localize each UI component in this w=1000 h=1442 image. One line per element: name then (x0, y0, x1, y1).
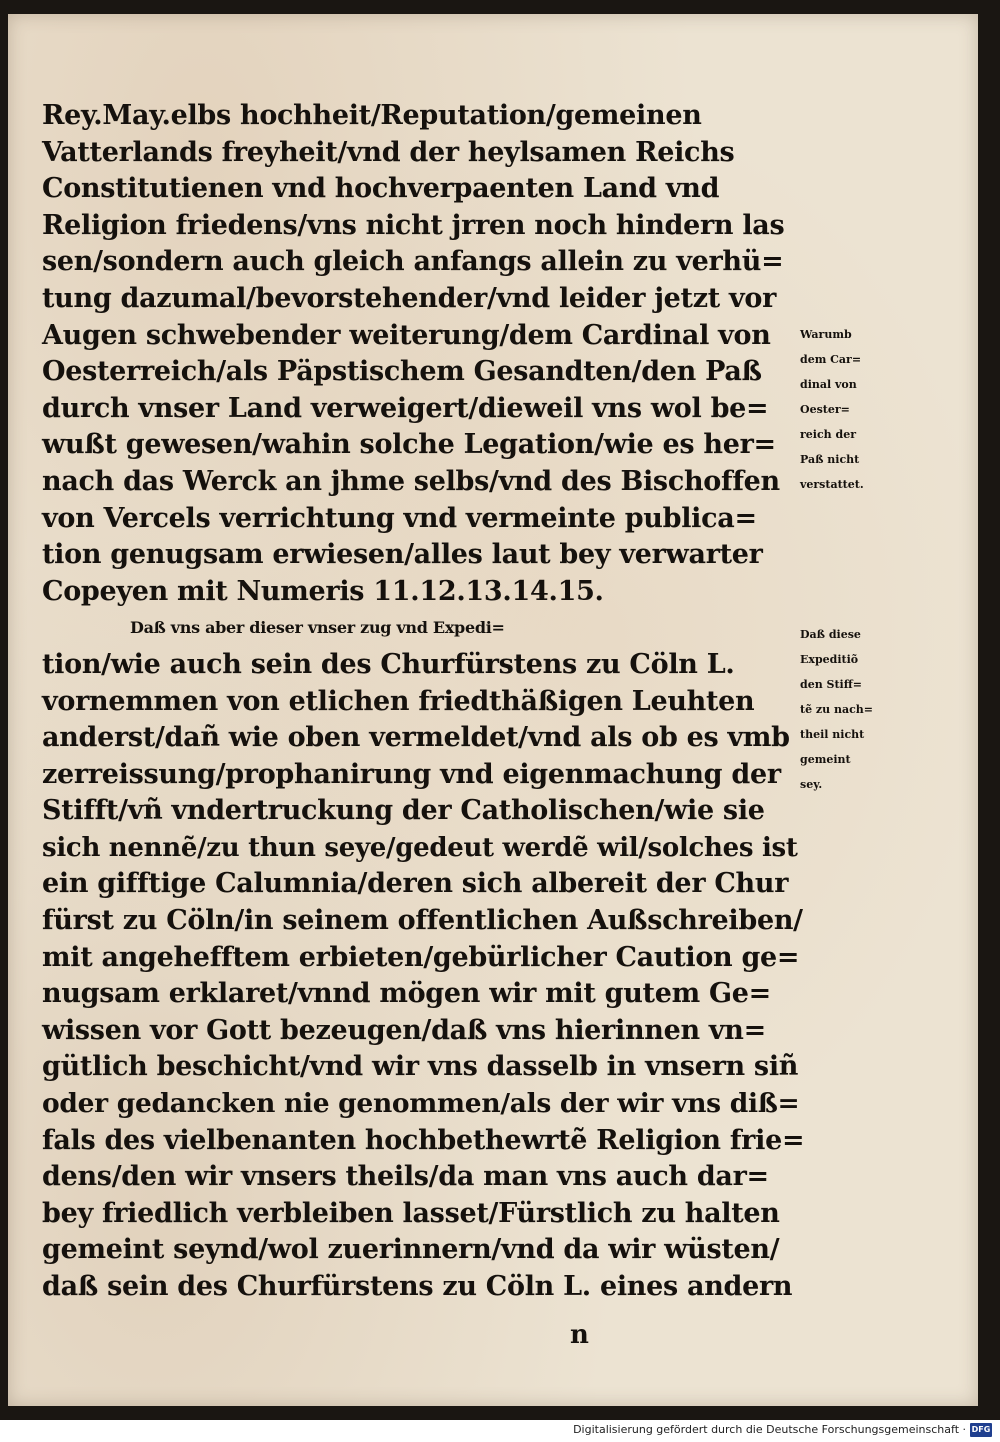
paragraph-start-line: Daß vns aber dieser vnser zug vnd Expedi= (130, 618, 505, 638)
marginal-note-cardinal (800, 322, 920, 497)
text-line: wußt gewesen/wahin solche Legation/wie es her= (42, 429, 776, 461)
text-line: fals des vielbenanten hochbethewrtẽ Religion frie= (42, 1124, 805, 1156)
text-line: nach das Werck an jhme selbs/vnd des Bischoffen (42, 465, 780, 497)
marginal-line: den Stiff= (800, 678, 862, 691)
marginal-line: Warumb (800, 328, 852, 341)
marginal-line: Expeditiõ (800, 653, 859, 666)
marginal-line: gemeint (800, 753, 851, 766)
text-line: Stifft/vñ vndertruckung der Catholischen/wie sie (42, 795, 765, 827)
text-line: dens/den wir vnsers theils/da man vns auch dar= (42, 1161, 769, 1193)
marginal-line: Paß nicht (800, 453, 860, 466)
text-line: Augen schwebender weiterung/dem Cardinal von (42, 319, 771, 351)
text-line: tion genugsam erwiesen/alles laut bey verwarter (42, 539, 763, 571)
marginal-line: Oester= (800, 403, 850, 416)
text-line: bey friedlich verbleiben lasset/Fürstlich zu halten (42, 1197, 780, 1229)
marginal-line: sey. (800, 778, 823, 791)
text-line: anderst/dañ wie oben vermeldet/vnd als ob es vmb (42, 722, 790, 754)
marginal-line: verstattet. (800, 478, 864, 491)
text-line: Oesterreich/als Päpstischem Gesandten/den Paß (42, 356, 762, 388)
funding-credit: Digitalisierung gefördert durch die Deutsche Forschungsgemeinschaft · (573, 1423, 966, 1436)
marginal-line: Daß diese (800, 628, 861, 641)
marginal-line: reich der (800, 428, 856, 441)
marginal-line: dem Car= (800, 353, 862, 366)
dfg-logo-icon[interactable]: DFG (970, 1423, 992, 1437)
marginal-line: tẽ zu nach= (800, 703, 874, 716)
text-line: nugsam erklaret/vnnd mögen wir mit gutem Ge= (42, 978, 771, 1010)
text-line: gemeint seynd/wol zuerinnern/vnd da wir wüsten/ (42, 1234, 780, 1266)
text-line: sich nennẽ/zu thun seye/gedeut werdẽ wil/solches ist (42, 832, 798, 863)
text-line: Religion friedens/vns nicht jrren noch hindern las (42, 209, 785, 241)
marginal-line: theil nicht (800, 728, 865, 741)
book-page (8, 14, 978, 1406)
text-line: durch vnser Land verweigert/dieweil vns wol be= (42, 392, 769, 424)
marginal-note-expedition (800, 622, 920, 797)
text-line: sen/sondern auch gleich anfangs allein zu verhü= (42, 246, 784, 278)
text-line: daß sein des Churfürstens zu Cöln L. eines andern (42, 1271, 793, 1302)
text-line: Constitutienen vnd hochverpaenten Land vnd (42, 173, 720, 205)
text-line: vornemmen von etlichen friedthäßigen Leuhten (42, 685, 755, 717)
text-line: mit angehefftem erbieten/gebürlicher Caution ge= (42, 941, 800, 973)
main-text-block (42, 98, 805, 1306)
text-line: tion/wie auch sein des Churfürstens zu Cöln L. (42, 648, 735, 680)
marginal-line: dinal von (800, 378, 857, 391)
text-line: Vatterlands freyheit/vnd der heylsamen Reichs (42, 136, 735, 168)
text-line: oder gedancken nie genommen/als der wir vns diß= (42, 1088, 800, 1120)
text-line: Rey.May.elbs hochheit/Reputation/gemeinen (42, 100, 702, 131)
text-line: fürst zu Cöln/in seinem offentlichen Außschreiben/ (42, 905, 803, 937)
text-line: von Vercels verrichtung vnd vermeinte publica= (42, 502, 757, 534)
text-line: ein gifftige Calumnia/deren sich albereit der Chur (42, 868, 789, 900)
text-line: tung dazumal/bevorstehender/vnd leider jetzt vor (42, 282, 777, 314)
text-line: wissen vor Gott bezeugen/daß vns hierinnen vn= (42, 1014, 766, 1046)
text-line: zerreissung/prophanirung vnd eigenmachung der (42, 758, 781, 790)
text-line: Copeyen mit Numeris 11.12.13.14.15. (42, 575, 604, 607)
catchword: n (570, 1320, 589, 1350)
footer-bar (0, 1420, 1000, 1442)
text-line: gütlich beschicht/vnd wir vns dasselb in vnsern siñ (42, 1051, 799, 1083)
